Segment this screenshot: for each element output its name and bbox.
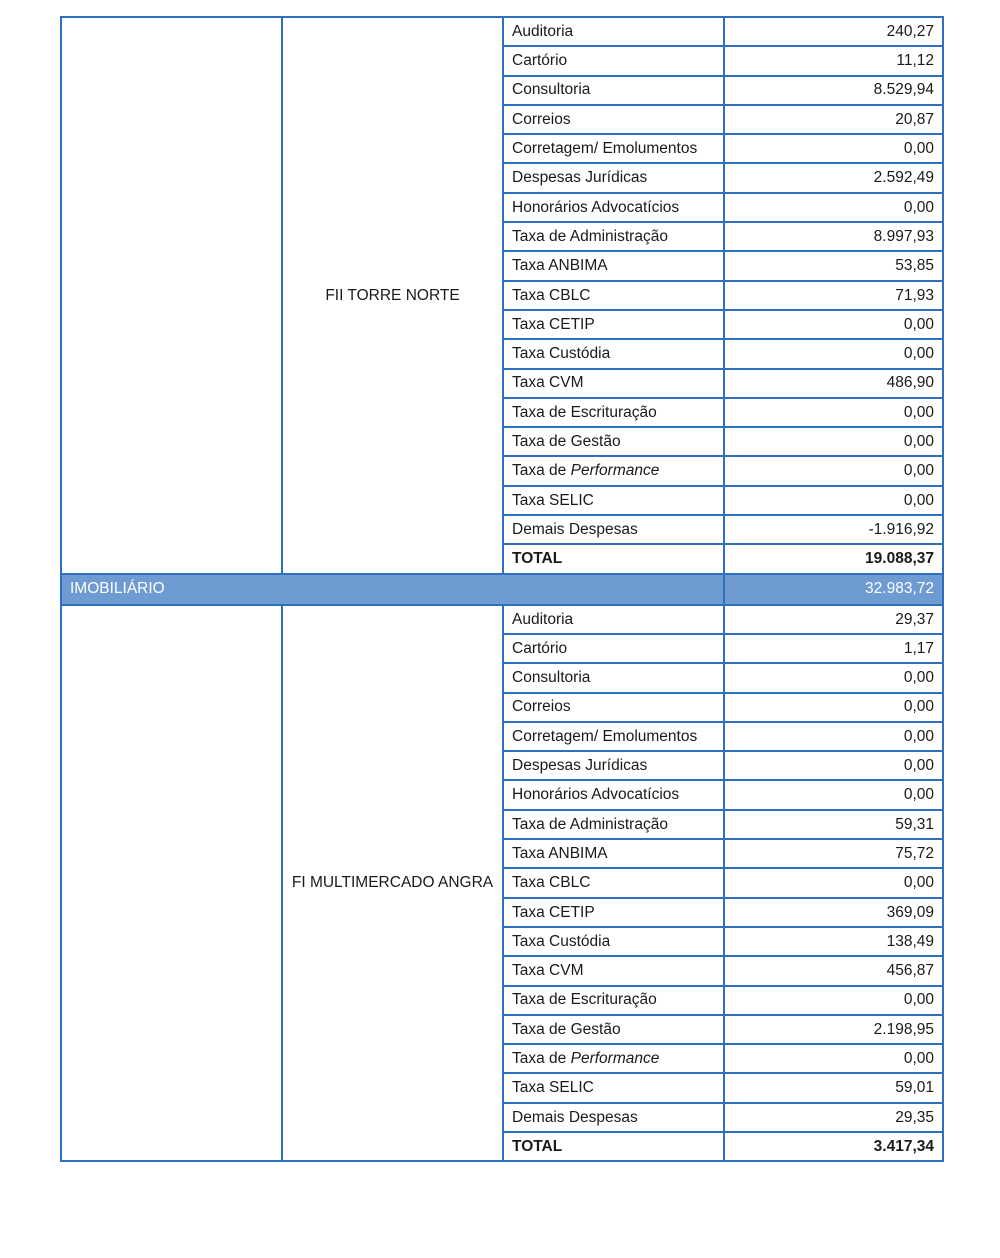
- expense-value-cell: 71,93: [724, 281, 943, 310]
- total-value: 19.088,37: [724, 544, 943, 573]
- expense-label-italic: Performance: [570, 462, 660, 480]
- expense-value-cell: 0,00: [724, 193, 943, 222]
- expense-value-cell: 0,00: [724, 339, 943, 368]
- expense-label-cell: [503, 193, 724, 222]
- expense-value-cell: 2.198,95: [724, 1015, 943, 1044]
- expense-table-container: [60, 16, 942, 1162]
- expense-label: Taxa de Gestão: [512, 1020, 621, 1038]
- expense-value-cell: 0,00: [724, 868, 943, 897]
- expense-label: Cartório: [512, 639, 568, 657]
- expense-label-cell: [503, 634, 724, 663]
- expense-label: Taxa de Escrituração: [512, 991, 657, 1009]
- expense-label-cell: [503, 222, 724, 251]
- expense-value-cell: 2.592,49: [724, 163, 943, 192]
- expense-label-cell: [503, 868, 724, 897]
- expense-label-cell: [503, 398, 724, 427]
- expense-value-cell: 59,01: [724, 1073, 943, 1102]
- expense-label-italic: Performance: [570, 1049, 660, 1067]
- total-label: TOTAL: [503, 1132, 724, 1161]
- category-cell: [61, 605, 282, 1162]
- expense-value-cell: 0,00: [724, 693, 943, 722]
- expense-label: Taxa CETIP: [512, 903, 595, 921]
- expense-label: Taxa ANBIMA: [512, 844, 608, 862]
- expense-label: Taxa Custódia: [512, 932, 611, 950]
- expense-value-cell: 0,00: [724, 722, 943, 751]
- expense-label: Corretagem/ Emolumentos: [512, 727, 698, 745]
- expense-value-cell: 0,00: [724, 1044, 943, 1073]
- expense-value-cell: 29,37: [724, 605, 943, 634]
- expense-value-cell: 59,31: [724, 810, 943, 839]
- expense-label: Taxa de: [512, 462, 571, 480]
- expense-label: Taxa SELIC: [512, 491, 594, 509]
- expense-value-cell: 0,00: [724, 456, 943, 485]
- expense-label: Demais Despesas: [512, 520, 638, 538]
- expense-value-cell: 369,09: [724, 898, 943, 927]
- expense-label-cell: [503, 251, 724, 280]
- expense-label: Despesas Jurídicas: [512, 757, 648, 775]
- expense-value-cell: 29,35: [724, 1103, 943, 1132]
- section-label: IMOBILIÁRIO: [61, 574, 724, 605]
- expense-label-cell: [503, 1044, 724, 1073]
- table-row: [61, 605, 943, 634]
- expense-value-cell: 486,90: [724, 369, 943, 398]
- expense-value-cell: 20,87: [724, 105, 943, 134]
- table-row: [61, 17, 943, 46]
- expense-label-cell: [503, 693, 724, 722]
- expense-label: Taxa ANBIMA: [512, 257, 608, 275]
- expense-label: Taxa CETIP: [512, 315, 595, 333]
- expense-label: Taxa de: [512, 1049, 571, 1067]
- expense-value-cell: 0,00: [724, 986, 943, 1015]
- expense-label-cell: [503, 986, 724, 1015]
- expense-label: Taxa de Escrituração: [512, 403, 657, 421]
- expense-label-cell: [503, 810, 724, 839]
- expense-label: Taxa de Administração: [512, 227, 668, 245]
- expense-label: Auditoria: [512, 610, 574, 628]
- expense-label-cell: [503, 17, 724, 46]
- expense-value-cell: 0,00: [724, 486, 943, 515]
- expense-label: Taxa de Gestão: [512, 433, 621, 451]
- expense-label-cell: [503, 780, 724, 809]
- expense-value-cell: 11,12: [724, 46, 943, 75]
- expense-label: Despesas Jurídicas: [512, 169, 648, 187]
- expense-label-cell: [503, 369, 724, 398]
- expense-label-cell: [503, 839, 724, 868]
- expense-label: Consultoria: [512, 81, 591, 99]
- expense-value-cell: 0,00: [724, 398, 943, 427]
- expense-label-cell: [503, 134, 724, 163]
- total-value: 3.417,34: [724, 1132, 943, 1161]
- expense-label: Correios: [512, 110, 571, 128]
- section-row: [61, 574, 943, 605]
- expense-label: Auditoria: [512, 22, 574, 40]
- expense-value-cell: 0,00: [724, 310, 943, 339]
- expense-value-cell: 0,00: [724, 663, 943, 692]
- expense-value-cell: 138,49: [724, 927, 943, 956]
- expense-label-cell: [503, 605, 724, 634]
- expense-label: Taxa CVM: [512, 374, 584, 392]
- expense-value-cell: 0,00: [724, 780, 943, 809]
- expense-label: Taxa Custódia: [512, 345, 611, 363]
- expense-label-cell: [503, 515, 724, 544]
- expense-label-cell: [503, 722, 724, 751]
- expense-label-cell: [503, 163, 724, 192]
- expense-value-cell: 8.997,93: [724, 222, 943, 251]
- expense-label: Taxa SELIC: [512, 1079, 594, 1097]
- expense-value-cell: -1.916,92: [724, 515, 943, 544]
- expense-label-cell: [503, 76, 724, 105]
- expense-value-cell: 53,85: [724, 251, 943, 280]
- fund-name-cell: FI MULTIMERCADO ANGRA: [282, 605, 503, 1162]
- expense-label-cell: [503, 927, 724, 956]
- expense-label-cell: [503, 105, 724, 134]
- expense-label: Taxa CVM: [512, 962, 584, 980]
- expense-value-cell: 456,87: [724, 956, 943, 985]
- expense-label-cell: [503, 46, 724, 75]
- expense-label-cell: [503, 1103, 724, 1132]
- section-value: 32.983,72: [724, 574, 943, 605]
- expense-label: Taxa CBLC: [512, 286, 591, 304]
- expense-value-cell: 1,17: [724, 634, 943, 663]
- expense-label: Consultoria: [512, 669, 591, 687]
- expense-label: Cartório: [512, 52, 568, 70]
- total-label: TOTAL: [503, 544, 724, 573]
- expense-value-cell: 8.529,94: [724, 76, 943, 105]
- expense-label-cell: [503, 427, 724, 456]
- fund-name-cell: FII TORRE NORTE: [282, 17, 503, 574]
- expense-label-cell: [503, 281, 724, 310]
- expense-label-cell: [503, 1073, 724, 1102]
- expense-label-cell: [503, 751, 724, 780]
- expense-table: [60, 16, 944, 1162]
- expense-table-body: [61, 17, 943, 1161]
- expense-label-cell: [503, 339, 724, 368]
- expense-label-cell: [503, 1015, 724, 1044]
- expense-value-cell: 75,72: [724, 839, 943, 868]
- expense-value-cell: 0,00: [724, 134, 943, 163]
- expense-value-cell: 0,00: [724, 427, 943, 456]
- expense-label: Honorários Advocatícios: [512, 786, 680, 804]
- expense-label-cell: [503, 663, 724, 692]
- expense-value-cell: 240,27: [724, 17, 943, 46]
- expense-label-cell: [503, 898, 724, 927]
- expense-label-cell: [503, 456, 724, 485]
- expense-label: Demais Despesas: [512, 1108, 638, 1126]
- expense-label-cell: [503, 310, 724, 339]
- category-cell: [61, 17, 282, 574]
- expense-label: Correios: [512, 698, 571, 716]
- expense-label: Taxa CBLC: [512, 874, 591, 892]
- expense-label: Honorários Advocatícios: [512, 198, 680, 216]
- expense-label-cell: [503, 486, 724, 515]
- expense-label-cell: [503, 956, 724, 985]
- expense-label: Taxa de Administração: [512, 815, 668, 833]
- expense-label: Corretagem/ Emolumentos: [512, 140, 698, 158]
- expense-value-cell: 0,00: [724, 751, 943, 780]
